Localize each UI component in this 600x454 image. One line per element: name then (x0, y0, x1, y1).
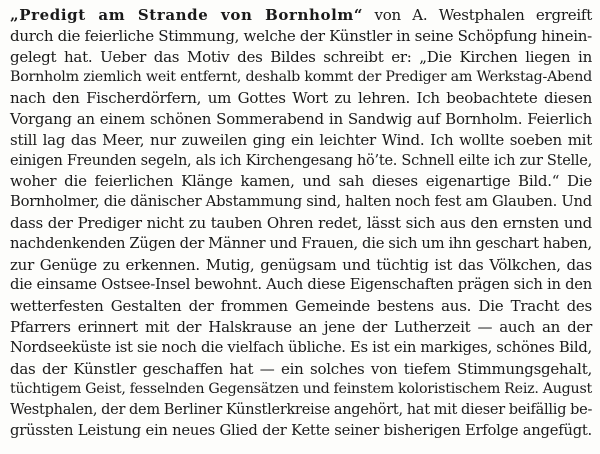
text-line: Westphalen, der dem Berliner Künstlerkreise angehört, hat mit dieser beifällig be- (10, 402, 593, 419)
text-line: woher die feierlichen Klänge kamen, und sah dieses eigenartige Bild.“ Die (10, 172, 592, 191)
text-line: wetterfesten Gestalten der frommen Gemeinde bestens aus. Die Tracht des (10, 297, 592, 316)
text-line: grüssten Leistung ein neues Glied der Kette seiner bisherigen Erfolge angefügt. (10, 422, 592, 439)
text-line: dass der Prediger nicht zu tauben Ohren redet, lässt sich aus den ernsten und (10, 214, 592, 232)
text-line: Pfarrers erinnert mit der Halskrause an jene der Lutherzeit — auch an der (10, 318, 592, 336)
text-line: zur Genüge zu erkennen. Mutig, genügsam und tüchtig ist das Völkchen, das (10, 255, 592, 274)
text-line (10, 4, 592, 26)
text-line: Nordseeküste ist sie noch die vielfach übliche. Es ist ein markiges, schönes Bild, (10, 338, 592, 356)
painting-title: „Predigt am Strande von Bornholm“ (10, 6, 364, 24)
text-line: das der Künstler geschaffen hat — ein solches von tiefem Stimmungsgehalt, (10, 359, 592, 378)
text-line: still lag das Meer, nur zuweilen ging ein leichter Wind. Ich wollte soeben mit (10, 130, 592, 149)
text-line: nachdenkenden Zügen der Männer und Frauen, die sich um ihn geschart haben, (10, 234, 592, 252)
text-line: einigen Freunden segeln, als ich Kirchengesang hö’te. Schnell eilte ich zur Stelle, (10, 152, 592, 169)
text-line: Bornholm ziemlich weit entfernt, deshalb kommt der Prediger am Werkstag-Abend (10, 69, 592, 86)
text-line-content: von A. Westphalen ergreift (363, 6, 592, 24)
text-line: die einsame Ostsee-Insel bewohnt. Auch diese Eigenschaften prägen sich in den (10, 276, 592, 294)
text-line: tüchtigem Geist, fesselnden Gegensätzen und feinstem koloristischem Reiz. August (10, 381, 592, 398)
text-line: nach den Fischerdörfern, um Gottes Wort zu lehren. Ich beobachtete diesen (10, 89, 592, 108)
text-line: durch die feierliche Stimmung, welche der Künstler in seine Schöpfung hinein- (10, 26, 592, 45)
text-line: gelegt hat. Ueber das Motiv des Bildes schreibt er: „Die Kirchen liegen in (10, 47, 592, 66)
text-line: Bornholmer, die dänischer Abstammung sind, halten noch fest am Glauben. Und (10, 193, 592, 211)
text-line: Vorgang an einem schönen Sommerabend in Sandwig auf Bornholm. Feierlich (10, 110, 592, 128)
